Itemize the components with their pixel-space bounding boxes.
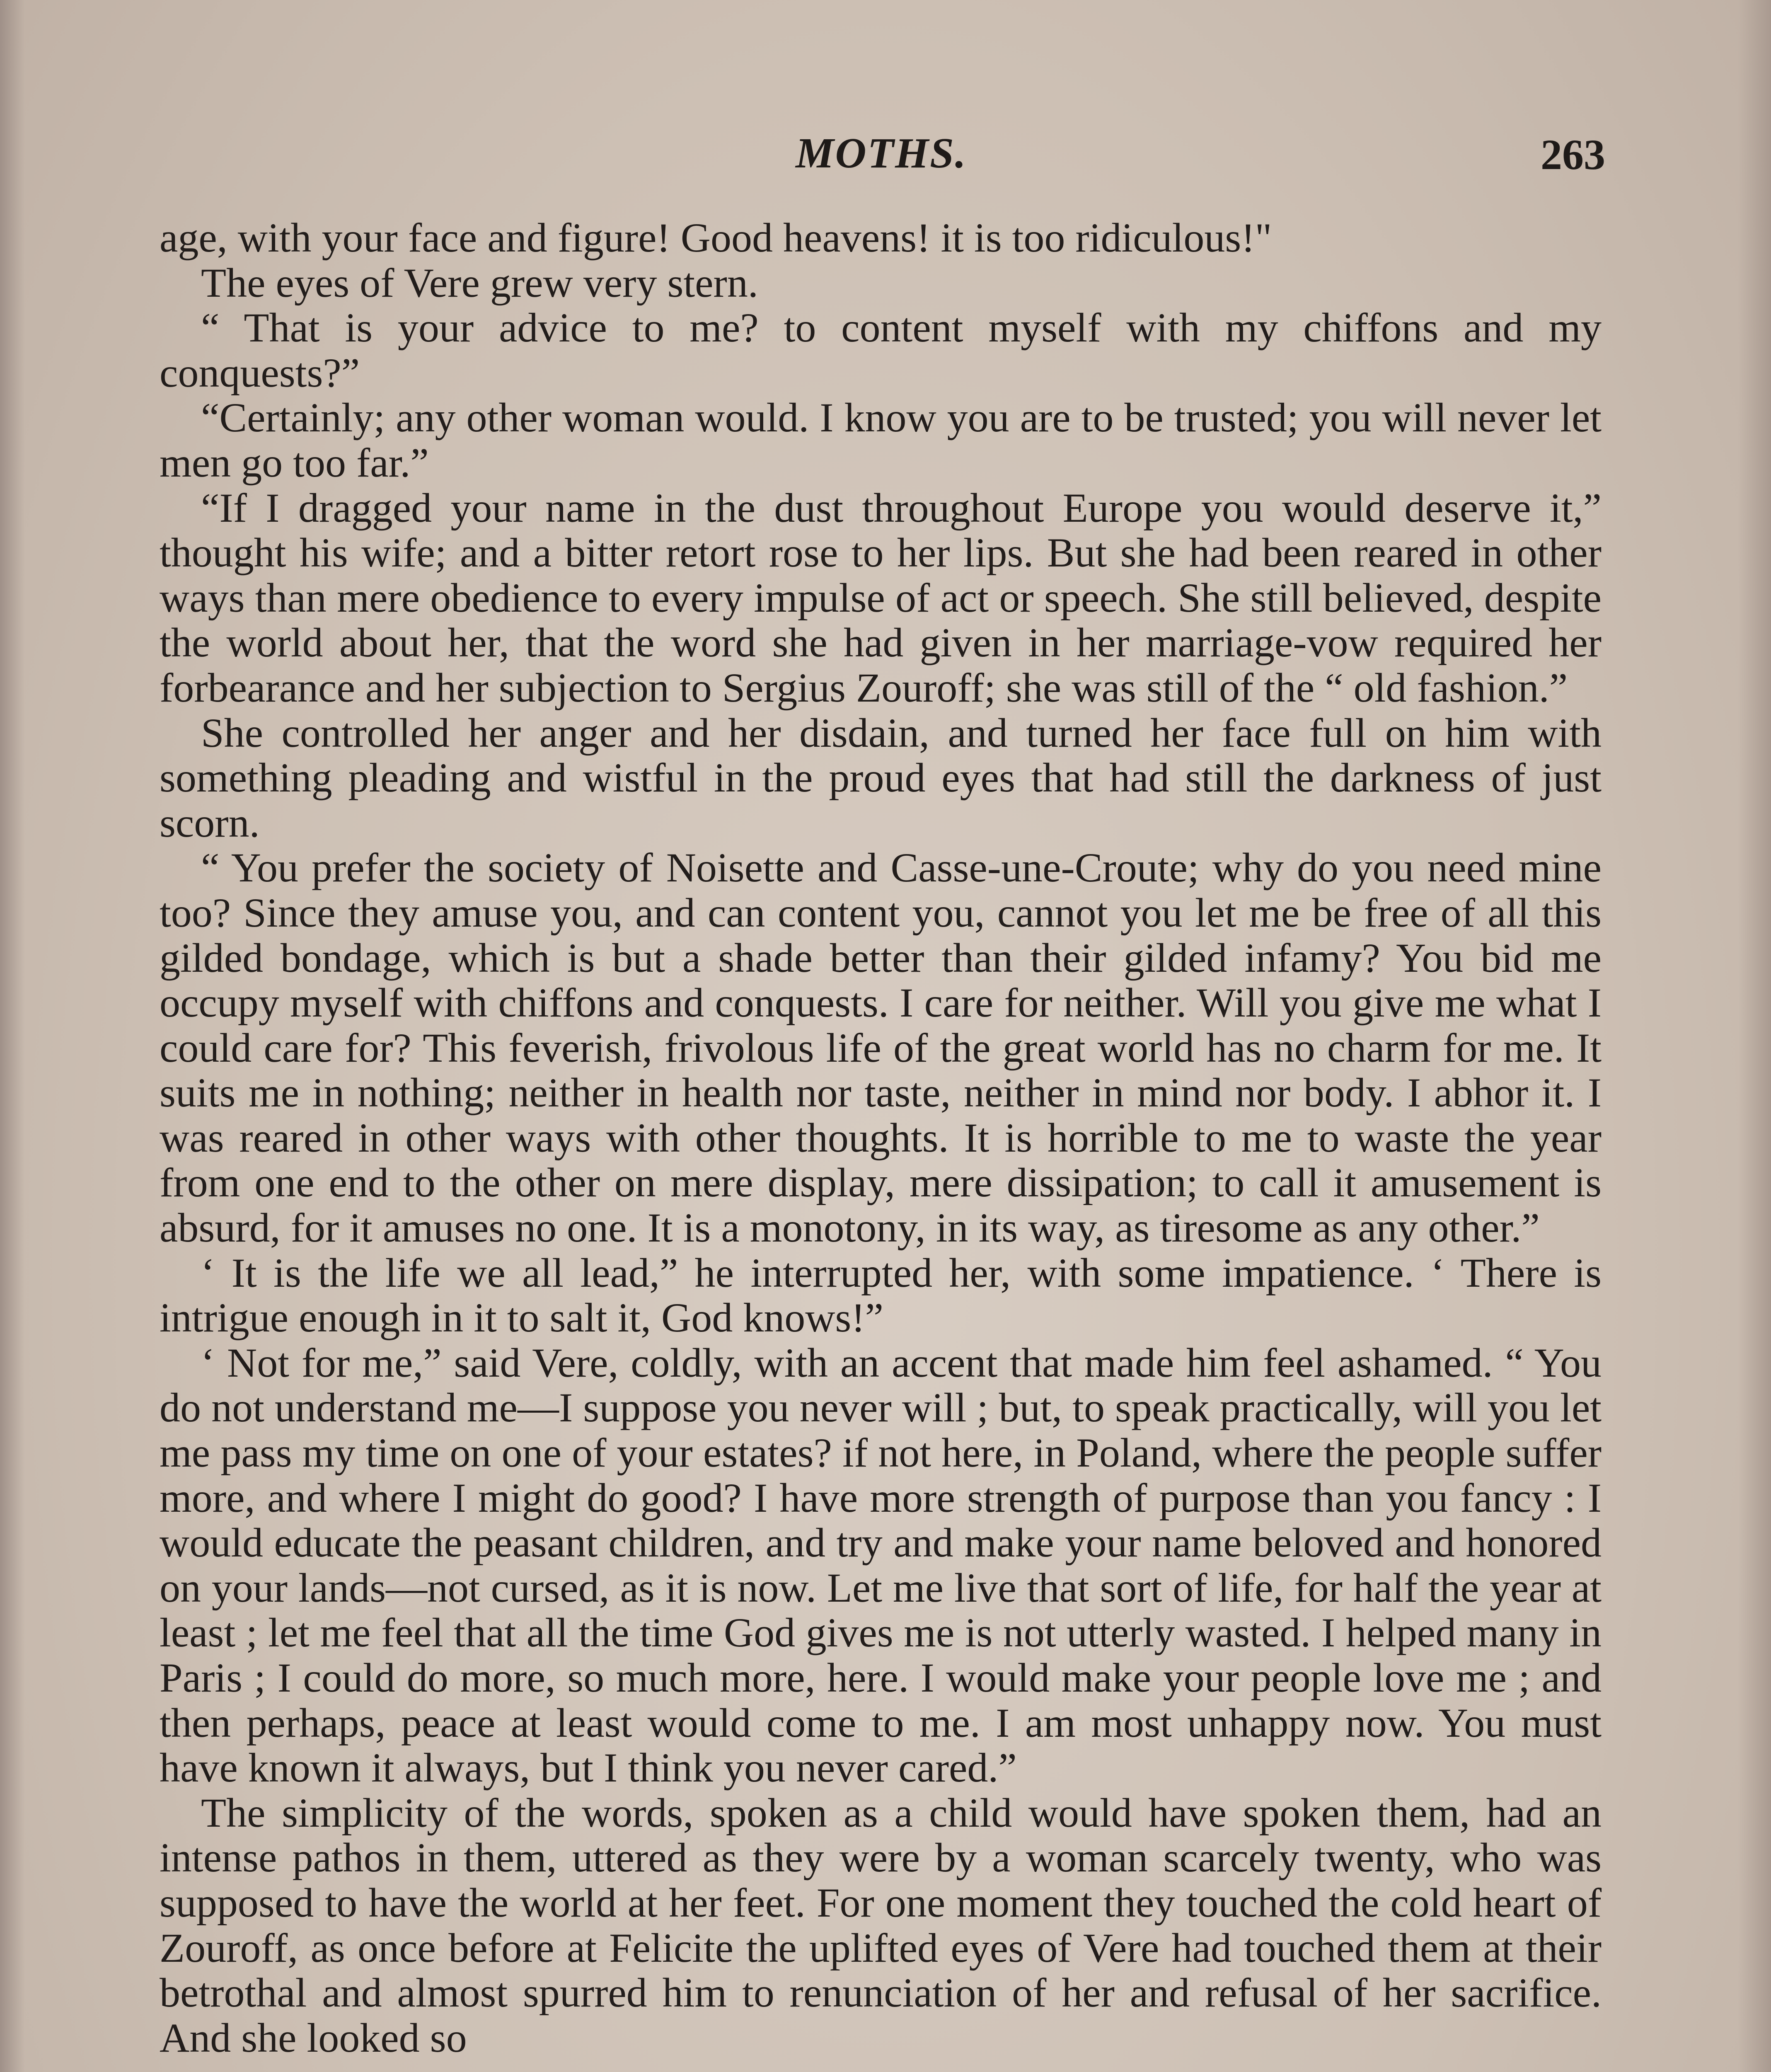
- paragraph: ‘ It is the life we all lead,” he interrupted her, with some impatience. ‘ There is intrigue enough in it to salt it, God knows!”: [160, 1249, 1602, 1341]
- paragraph: ‘ Not for me,” said Vere, coldly, with an accent that made him feel ashamed. “ You do not understand me—I suppose you never will ; but, to speak practically, will you let me pass my time on one of your estates? if not here, in Poland, where the people suffer more, and where I might do good? I have more strength of purpose than you fancy : I would educate the peasant children, and try and make your name beloved and honored on your lands—not cursed, as it is now. Let me live that sort of life, for half the year at least ; let me feel that all the time God gives me is not utterly wasted. I helped many in Paris ; I could do more, so much more, here. I would make your people love me ; and then perhaps, peace at least would come to me. I am most unhappy now. You must have known it always, but I think you never cared.”: [160, 1339, 1602, 1791]
- paragraph: “Certainly; any other woman would. I know you are to be trusted; you will never let men go too far.”: [160, 395, 1602, 486]
- running-head: [157, 128, 1605, 182]
- paragraph: “ You prefer the society of Noisette and Casse-une-Croute; why do you need mine too? Since they amuse you, and can content you, cannot you let me be free of all this gilded bondage, which is but a shade better than their gilded infamy? You bid me occupy myself with chiffons and conquests. I care for neither. Will you give me what I could care for? This feverish, frivolous life of the great world has no charm for me. It suits me in nothing; neither in health nor taste, neither in mind nor body. I abhor it. I was reared in other ways with other thoughts. It is horrible to me to waste the year from one end to the other on mere display, mere dissipation; to call it amusement is absurd, for it amuses no one. It is a monotony, in its way, as tiresome as any other.”: [160, 845, 1602, 1251]
- page-shadow-right: [1738, 0, 1771, 2072]
- body-text: [160, 215, 1602, 2060]
- paragraph: The eyes of Vere grew very stern.: [201, 259, 758, 306]
- paragraph-continuation: age, with your face and figure! Good heavens! it is too ridiculous!": [160, 215, 1272, 261]
- paragraph: The simplicity of the words, spoken as a child would have spoken them, had an intense pathos in them, uttered as they were by a woman scarcely twenty, who was supposed to have the world at her feet. For one moment they touched the cold heart of Zouroff, as once before at Felicite the uplifted eyes of Vere had touched them at their betrothal and almost spurred him to renunciation of her and refusal of her sacrifice. And she looked so: [160, 1789, 1602, 2061]
- running-title: MOTHS.: [796, 129, 967, 177]
- page-shadow-left: [0, 0, 25, 2072]
- paragraph: She controlled her anger and her disdain, and turned her face full on him with something pleading and wistful in the proud eyes that had still the darkness of just scorn.: [160, 709, 1602, 846]
- paragraph: “ That is your advice to me? to content myself with my chiffons and my conquests?”: [160, 305, 1602, 396]
- paragraph: “If I dragged your name in the dust throughout Europe you would deserve it,” thought his wife; and a bitter retort rose to her lips. But she had been reared in other ways than mere obedience to every impulse of act or speech. She still believed, despite the world about her, that the word she had given in her marriage-vow required her forbearance and her subjection to Sergius Zouroff; she was still of the “ old fashion.”: [160, 484, 1602, 711]
- page-number: 263: [1541, 131, 1605, 179]
